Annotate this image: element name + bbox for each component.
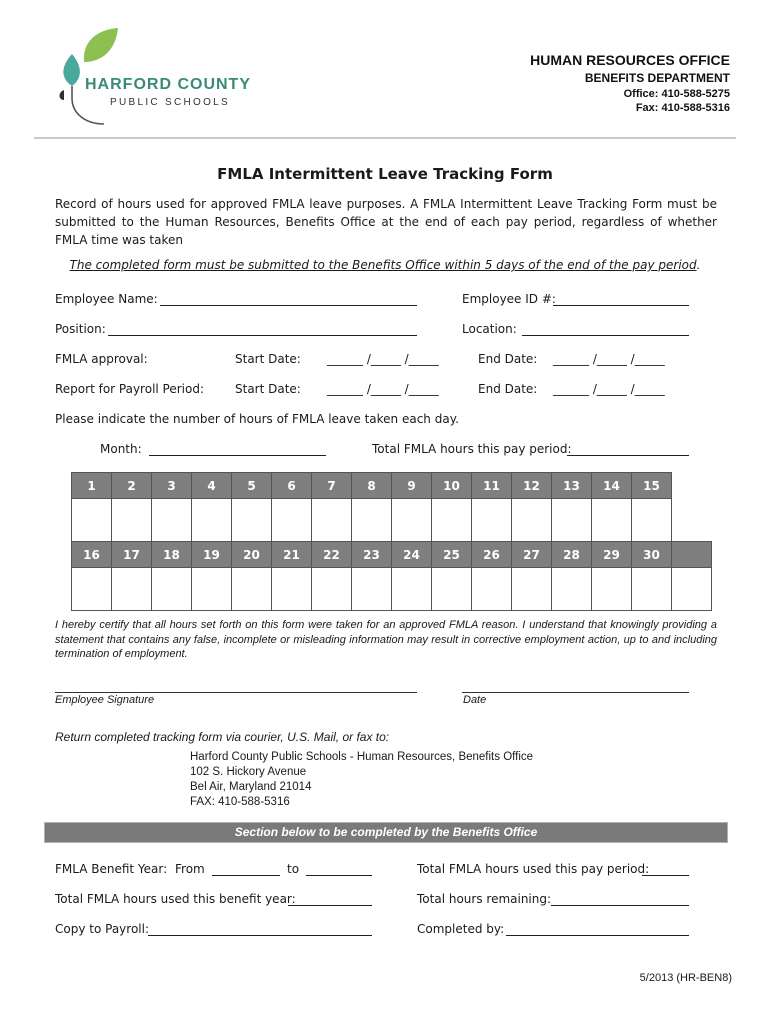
- payroll-start-label: Start Date:: [235, 382, 301, 396]
- day-hours-cell[interactable]: [272, 568, 312, 611]
- day-number: 24: [392, 542, 432, 568]
- payroll-end-field[interactable]: ______ /_____ /_____: [553, 382, 665, 396]
- position-label: Position:: [55, 322, 106, 336]
- office-title: HUMAN RESOURCES OFFICE: [530, 52, 730, 68]
- day-number: 28: [552, 542, 592, 568]
- approval-start-field[interactable]: ______ /_____ /_____: [327, 352, 439, 366]
- form-intro: Record of hours used for approved FMLA leave purposes. A FMLA Intermittent Leave Tracking Form must be submitted to the Human Resources, Benefits Office at the end of each pay period, regardless of whether FMLA time was taken: [55, 197, 717, 247]
- address-fax: FAX: 410-588-5316: [190, 796, 290, 808]
- day-number: 21: [272, 542, 312, 568]
- day-hours-cell[interactable]: [552, 568, 592, 611]
- day-hours-cell[interactable]: [392, 568, 432, 611]
- total-remaining-label: Total hours remaining:: [417, 892, 552, 906]
- day-hours-cell[interactable]: [112, 568, 152, 611]
- day-number: 5: [232, 473, 272, 499]
- day-number: 16: [72, 542, 112, 568]
- day-number: 23: [352, 542, 392, 568]
- approval-end-field[interactable]: ______ /_____ /_____: [553, 352, 665, 366]
- location-label: Location:: [462, 322, 517, 336]
- day-hours-cell[interactable]: [312, 499, 352, 542]
- day-number: 20: [232, 542, 272, 568]
- submission-notice: The completed form must be submitted to the Benefits Office within 5 days of the end of the pay period.: [69, 258, 701, 272]
- day-hours-cell[interactable]: [592, 568, 632, 611]
- month-field[interactable]: [149, 443, 326, 456]
- address-line-2: 102 S. Hickory Avenue: [190, 766, 307, 778]
- month-label: Month:: [100, 442, 142, 456]
- district-name: HARFORD COUNTY: [85, 76, 251, 93]
- address-line-3: Bel Air, Maryland 21014: [190, 781, 312, 793]
- total-benefit-year-field[interactable]: [288, 893, 372, 906]
- day-hours-cell[interactable]: [552, 499, 592, 542]
- return-instruction: Return completed tracking form via courier, U.S. Mail, or fax to:: [55, 730, 390, 744]
- fmla-approval-label: FMLA approval:: [55, 352, 148, 366]
- form-title: FMLA Intermittent Leave Tracking Form: [217, 165, 553, 183]
- day-hours-cell[interactable]: [152, 568, 192, 611]
- day-hours-cell[interactable]: [672, 568, 712, 611]
- day-hours-cell[interactable]: [512, 499, 552, 542]
- day-hours-cell[interactable]: [632, 499, 672, 542]
- calendar-row-1: [71, 472, 672, 542]
- day-number: 3: [152, 473, 192, 499]
- day-hours-cell[interactable]: [432, 499, 472, 542]
- day-number: 6: [272, 473, 312, 499]
- district-subtitle: PUBLIC SCHOOLS: [110, 97, 231, 108]
- office-fax: Fax: 410-588-5316: [635, 102, 730, 114]
- day-number: 25: [432, 542, 472, 568]
- day-number: 27: [512, 542, 552, 568]
- employee-name-field[interactable]: [160, 293, 417, 306]
- benefit-year-label: FMLA Benefit Year:: [55, 862, 168, 876]
- day-number: 8: [352, 473, 392, 499]
- completed-by-label: Completed by:: [417, 922, 505, 936]
- employee-id-label: Employee ID #:: [462, 292, 556, 306]
- day-number: 26: [472, 542, 512, 568]
- day-hours-cell[interactable]: [432, 568, 472, 611]
- day-hours-cell[interactable]: [512, 568, 552, 611]
- benefit-year-from-field[interactable]: [212, 863, 280, 876]
- return-address: [190, 750, 533, 810]
- day-hours-cell[interactable]: [592, 499, 632, 542]
- total-pay-period-label: Total FMLA hours used this pay period:: [417, 862, 650, 876]
- benefit-year-to-field[interactable]: [306, 863, 372, 876]
- day-hours-cell[interactable]: [632, 568, 672, 611]
- address-line-1: Harford County Public Schools - Human Resources, Benefits Office: [190, 751, 534, 763]
- day-number: 19: [192, 542, 232, 568]
- day-number: 2: [112, 473, 152, 499]
- total-pay-period-field[interactable]: [642, 863, 689, 876]
- day-number: 18: [152, 542, 192, 568]
- day-hours-cell[interactable]: [232, 568, 272, 611]
- day-number: 29: [592, 542, 632, 568]
- day-number: 13: [552, 473, 592, 499]
- completed-by-field[interactable]: [506, 923, 689, 936]
- department-title: BENEFITS DEPARTMENT: [584, 71, 730, 85]
- day-hours-cell[interactable]: [232, 499, 272, 542]
- date-line[interactable]: [462, 692, 689, 693]
- total-benefit-year-label: Total FMLA hours used this benefit year:: [55, 892, 296, 906]
- signature-label: Employee Signature: [55, 694, 155, 706]
- hours-instruction: Please indicate the number of hours of FMLA leave taken each day.: [55, 412, 459, 426]
- employee-name-label: Employee Name:: [55, 292, 158, 306]
- total-period-label: Total FMLA hours this pay period:: [372, 442, 572, 456]
- payroll-start-field[interactable]: ______ /_____ /_____: [327, 382, 439, 396]
- header-divider: [34, 137, 736, 139]
- benefits-section-banner: Section below to be completed by the Benefits Office: [44, 822, 728, 843]
- location-field[interactable]: [522, 323, 689, 336]
- day-number: 4: [192, 473, 232, 499]
- office-phone: Office: 410-588-5275: [623, 88, 730, 100]
- day-number: 9: [392, 473, 432, 499]
- from-label: From: [175, 862, 205, 876]
- day-hours-cell[interactable]: [352, 499, 392, 542]
- approval-start-label: Start Date:: [235, 352, 301, 366]
- day-number: 1: [72, 473, 112, 499]
- total-period-field[interactable]: [567, 443, 689, 456]
- day-number-empty: [672, 542, 712, 568]
- day-number: 10: [432, 473, 472, 499]
- district-logo: [52, 26, 262, 131]
- day-hours-cell[interactable]: [472, 499, 512, 542]
- day-hours-cell[interactable]: [112, 499, 152, 542]
- day-number: 17: [112, 542, 152, 568]
- to-label: to: [287, 862, 300, 876]
- day-hours-cell[interactable]: [352, 568, 392, 611]
- day-hours-cell[interactable]: [472, 568, 512, 611]
- day-hours-cell[interactable]: [272, 499, 312, 542]
- certification-statement: I hereby certify that all hours set forth on this form were taken for an approved FMLA reason. I understand that knowingly providing a statement that contains any false, incomplete or misleading information may result in corrective employment action, up to and including termination of employment.: [55, 619, 717, 660]
- day-number: 11: [472, 473, 512, 499]
- day-number: 14: [592, 473, 632, 499]
- employee-id-field[interactable]: [553, 293, 689, 306]
- payroll-period-label: Report for Payroll Period:: [55, 382, 205, 396]
- calendar-row-2: [71, 541, 712, 611]
- day-hours-cell[interactable]: [152, 499, 192, 542]
- form-version: 5/2013 (HR-BEN8): [639, 972, 732, 984]
- day-hours-cell[interactable]: [72, 568, 112, 611]
- day-hours-cell[interactable]: [192, 499, 232, 542]
- day-number: 12: [512, 473, 552, 499]
- position-field[interactable]: [108, 323, 417, 336]
- date-label: Date: [463, 694, 487, 706]
- day-number: 22: [312, 542, 352, 568]
- copy-payroll-label: Copy to Payroll:: [55, 922, 149, 936]
- day-number: 7: [312, 473, 352, 499]
- day-hours-cell[interactable]: [72, 499, 112, 542]
- day-number: 30: [632, 542, 672, 568]
- approval-end-label: End Date:: [478, 352, 538, 366]
- copy-payroll-field[interactable]: [148, 923, 372, 936]
- total-remaining-field[interactable]: [551, 893, 689, 906]
- day-hours-cell[interactable]: [392, 499, 432, 542]
- payroll-end-label: End Date:: [478, 382, 538, 396]
- day-hours-cell[interactable]: [192, 568, 232, 611]
- signature-line[interactable]: [55, 692, 417, 693]
- day-hours-cell[interactable]: [312, 568, 352, 611]
- day-number: 15: [632, 473, 672, 499]
